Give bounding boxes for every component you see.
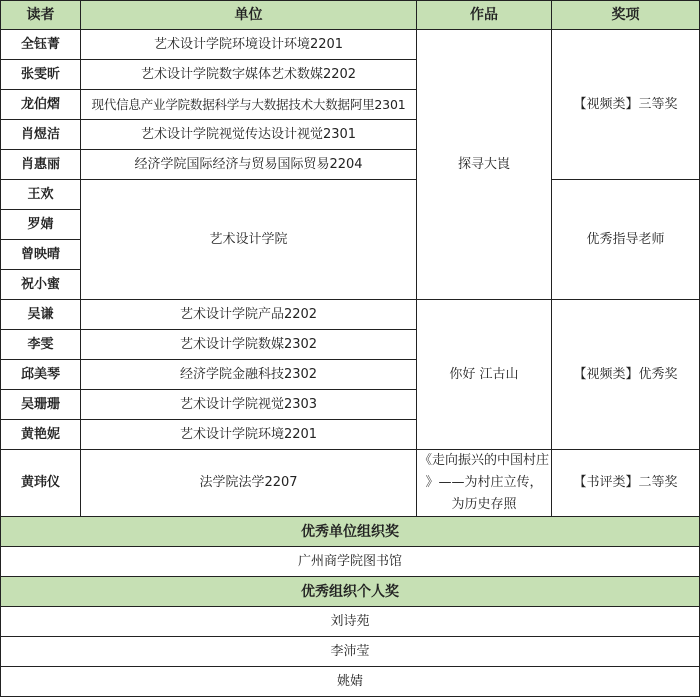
award-cell: 优秀指导老师 <box>552 180 700 300</box>
work-title-line: 》——为村庄立传， <box>425 475 543 490</box>
reader-unit: 现代信息产业学院数据科学与大数据技术大数据阿里2301 <box>81 90 417 120</box>
work-title-line: 为历史存照 <box>451 497 517 512</box>
org-person-name: 姚婧 <box>1 667 700 697</box>
section-title-org-person: 优秀组织个人奖 <box>1 577 700 607</box>
teacher-unit: 艺术设计学院 <box>81 180 417 300</box>
teacher-name: 曾映晴 <box>1 240 81 270</box>
reader-unit: 经济学院国际经济与贸易国际贸易2204 <box>81 150 417 180</box>
work-title: 你好 江古山 <box>417 300 552 450</box>
reader-name: 全钰菁 <box>1 30 81 60</box>
section-title-org-unit: 优秀单位组织奖 <box>1 517 700 547</box>
award-cell: 【视频类】三等奖 <box>552 30 700 180</box>
award-cell: 【视频类】优秀奖 <box>552 300 700 450</box>
header-award: 奖项 <box>552 1 700 30</box>
reader-unit: 经济学院金融科技2302 <box>81 360 417 390</box>
reader-name: 邱美琴 <box>1 360 81 390</box>
reader-name: 龙伯熠 <box>1 90 81 120</box>
teacher-name: 祝小蜜 <box>1 270 81 300</box>
work-title-line: 《走向振兴的中国村庄 <box>419 453 550 468</box>
reader-unit: 艺术设计学院视觉2303 <box>81 390 417 420</box>
reader-name: 吴珊珊 <box>1 390 81 420</box>
reader-name: 吴谦 <box>1 300 81 330</box>
header-unit: 单位 <box>81 1 417 30</box>
reader-name: 黄艳妮 <box>1 420 81 450</box>
work-title: 探寻大崀 <box>417 30 552 300</box>
reader-name: 肖惠丽 <box>1 150 81 180</box>
teacher-name: 罗婧 <box>1 210 81 240</box>
org-person-name: 刘诗苑 <box>1 607 700 637</box>
org-person-name: 李沛莹 <box>1 637 700 667</box>
reader-unit: 艺术设计学院环境设计环境2201 <box>81 30 417 60</box>
reader-unit: 艺术设计学院视觉传达设计视觉2301 <box>81 120 417 150</box>
reader-unit: 艺术设计学院数字媒体艺术数媒2202 <box>81 60 417 90</box>
header-work: 作品 <box>417 1 552 30</box>
reader-name: 张雯昕 <box>1 60 81 90</box>
reader-name: 李雯 <box>1 330 81 360</box>
teacher-name: 王欢 <box>1 180 81 210</box>
reader-unit: 法学院法学2207 <box>81 450 417 517</box>
reader-unit: 艺术设计学院数媒2302 <box>81 330 417 360</box>
reader-unit: 艺术设计学院环境2201 <box>81 420 417 450</box>
header-reader: 读者 <box>1 1 81 30</box>
reader-unit: 艺术设计学院产品2202 <box>81 300 417 330</box>
org-unit-name: 广州商学院图书馆 <box>1 547 700 577</box>
work-title <box>417 450 552 517</box>
award-cell: 【书评类】二等奖 <box>552 450 700 517</box>
reader-name: 肖煜洁 <box>1 120 81 150</box>
reader-name: 黄玮仪 <box>1 450 81 517</box>
